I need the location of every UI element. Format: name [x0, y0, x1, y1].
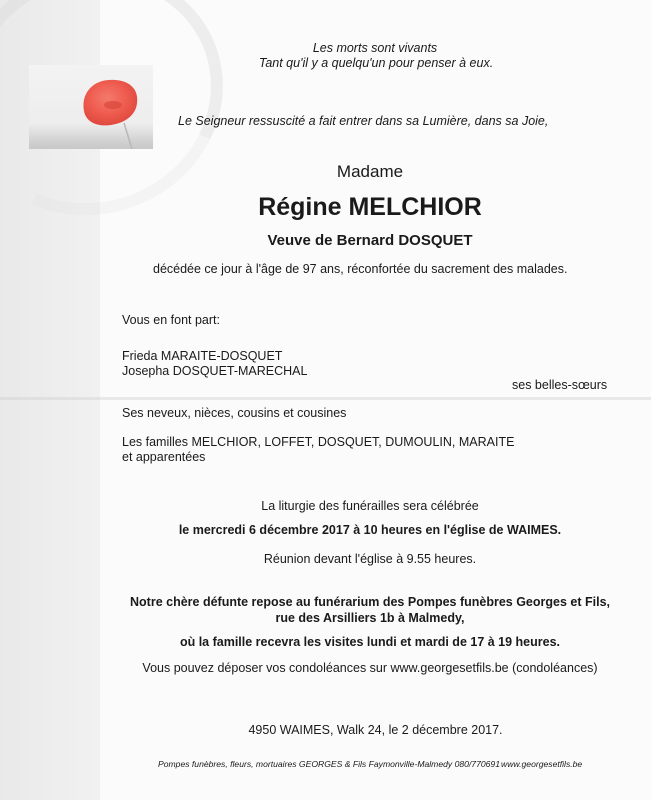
deceased-widow-of: Veuve de Bernard DOSQUET — [267, 232, 473, 249]
footer-website: www.georgesetfils.be — [501, 759, 583, 769]
address-date: 4950 WAIMES, Walk 24, le 2 décembre 2017. — [248, 723, 503, 737]
liturgy-text: La liturgie des funérailles sera célébrée — [261, 499, 479, 513]
epigraph-line-1: Les morts sont vivants — [312, 41, 438, 55]
scan-band — [0, 397, 651, 400]
poppy-stem — [124, 123, 132, 149]
rest-line-1: Notre chère défunte repose au funérarium des Pompes funèbres Georges et Fils, — [130, 595, 610, 609]
relatives-line: Ses neveux, nièces, cousins et cousines — [122, 406, 347, 420]
poppy-image — [29, 65, 153, 149]
poppy-icon — [29, 65, 153, 149]
announcer-person: Frieda MARAITE-DOSQUET — [122, 349, 283, 363]
epigraph-line-2: Tant qu'il y a quelqu'un pour penser à eux. — [258, 56, 494, 70]
families-line-2: et apparentées — [122, 450, 206, 464]
poppy-center — [104, 101, 122, 109]
footer-company: Pompes funèbres, fleurs, mortuaires GEORGES & Fils Faymonville-Malmedy 080/770691 — [158, 759, 500, 769]
funeral-date-place: le mercredi 6 décembre 2017 à 10 heures en l'église de WAIMES. — [178, 523, 562, 537]
death-notice: décédée ce jour à l'âge de 97 ans, réconfortée du sacrement des malades. — [153, 262, 568, 276]
deceased-title: Madame — [336, 162, 404, 181]
intro-text: Le Seigneur ressuscité a fait entrer dans sa Lumière, dans sa Joie, — [178, 114, 549, 128]
announcer-relation: ses belles-sœurs — [512, 378, 608, 392]
meeting-text: Réunion devant l'église à 9.55 heures. — [263, 552, 477, 566]
announcers-heading: Vous en font part: — [122, 313, 220, 327]
deceased-name: Régine MELCHIOR — [258, 193, 482, 221]
rest-line-2: rue des Arsilliers 1b à Malmedy, — [275, 611, 465, 625]
condolences-text: Vous pouvez déposer vos condoléances sur www.georgesetfils.be (condoléances) — [142, 661, 598, 675]
visits-text: où la famille recevra les visites lundi et mardi de 17 à 19 heures. — [179, 635, 561, 649]
announcer-person: Josepha DOSQUET-MARECHAL — [122, 364, 308, 378]
families-line-1: Les familles MELCHIOR, LOFFET, DOSQUET, DUMOULIN, MARAITE — [122, 435, 515, 449]
